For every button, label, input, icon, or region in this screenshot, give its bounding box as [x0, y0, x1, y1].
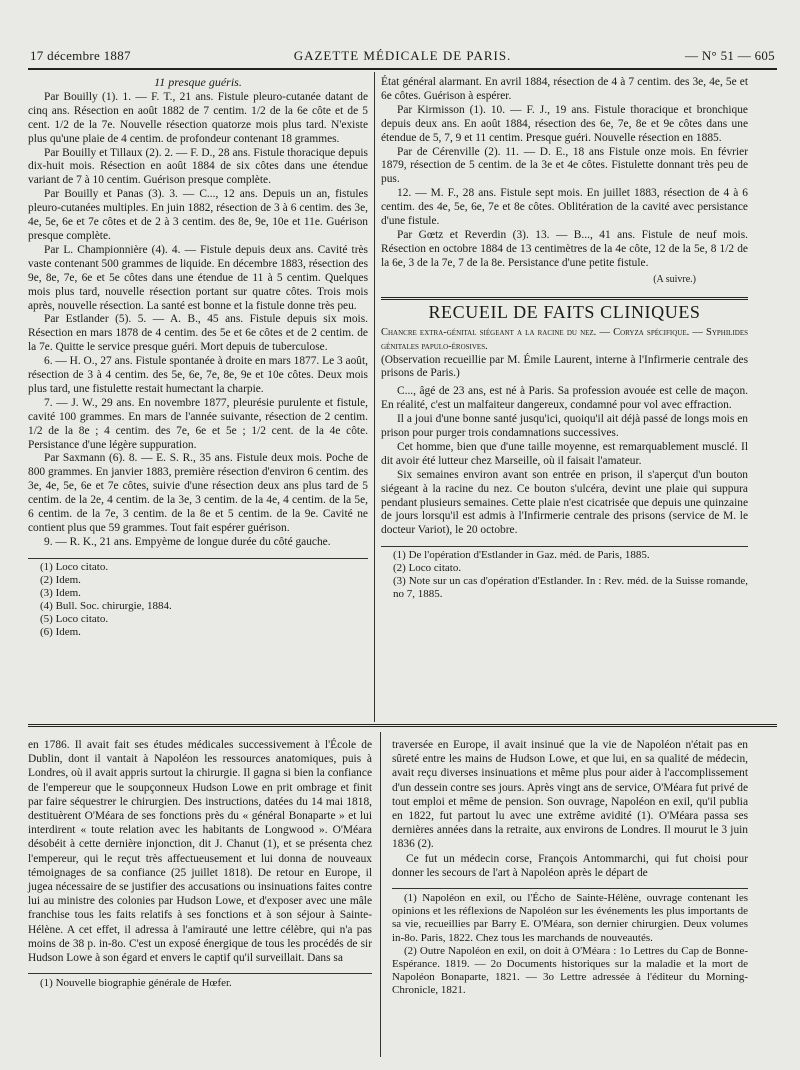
feuilleton-paragraph: en 1786. Il avait fait ses études médicales successivement à l'École de Dublin, dont il vantait à Napoléon les ressources anatomiques, puis à Londres, où il avait appris surtout la chirurgie. Il gagna si bien la confiance de l'empereur que le soupçonneux Hudson Lowe en prit ombrage et finit par faire séquestrer le chirurgien. Des instructions, datées du 14 mai 1818, destituèrent O'Méara de ses fonctions près du « général Bonaparte » et lui interdirent « toute relation avec les habitants de Longwood ». O'Méara désobéit à cette dernière injonction, dit J. Chanut (1), et se présenta chez l'empereur, qui le reçut très affectueusement et lui donna de nouveaux témoignages de sa confiance (25 juillet 1818). De retour en Europe, il jugea nécessaire de se justifier des accusations ou insinuations faites contre lui au ministre des colonies par Hudson Lowe, et d'exposer avec une mâle franchise tous les faits relatifs à ses fonctions et à son séjour à Sainte-Hélène. A cet effet, il adressa à l'amirauté une lettre célèbre, qui n'a pas moins de 38 p. in-8o. C'est un exposé énergique de tous les procédés de sir Hudson Lowe à son égard et envers le captif qu'il surveillait. Dans sa: [28, 739, 372, 965]
footnote: (3) Note sur un cas d'opération d'Estlander. In : Rev. méd. de la Suisse romande, no 7, 1885.: [393, 575, 748, 601]
feuilleton-rule: [28, 724, 777, 727]
footnote: (6) Idem.: [40, 625, 81, 638]
footnote: (1) Napoléon en exil, ou l'Écho de Sainte-Hélène, ouvrage contenant les opinions et les réflexions de Napoléon sur les événements les plus importants de sa vie, recueillies par Barry E. O'Méara, son dernier chirurgien. Deux volumes in-8o. Paris, 1822. Chez tous les marchands de nouveautés.: [392, 892, 748, 944]
right-footnotes: [381, 546, 748, 601]
footnote: (2) Loco citato.: [393, 562, 462, 575]
left-column: [28, 76, 368, 639]
right-column: [381, 76, 748, 601]
feuilleton-paragraph: Ce fut un médecin corse, François Antommarchi, qui fut choisi pour donner les secours de l'art à Napoléon après le départ de: [392, 852, 748, 879]
article-paragraph: Cet homme, bien que d'une taille moyenne, est remarquablement musclé. Il dit avoir été lutteur chez Marseille, où il faisait l'amateur.: [381, 440, 748, 467]
header-rule: [28, 68, 777, 70]
footnote: (1) De l'opération d'Estlander in Gaz. méd. de Paris, 1885.: [393, 549, 650, 562]
case-paragraph: Par Kirmisson (1). 10. — F. J., 19 ans. Fistule thoracique et bronchique depuis deux ans. En août 1884, résection des 6e, 7e, 8e et 9e côtes dans une étendue de 5, 7, 9 et 11 centim. Presque guéri. Nouvelle résection en 1885.: [381, 103, 748, 144]
feuilleton-left-column: [28, 738, 372, 990]
feuilleton-divider: [380, 732, 381, 1057]
article-paragraph: C..., âgé de 23 ans, est né à Paris. Sa profession avouée est celle de maçon. En réalité, c'est un malfaiteur dangereux, condamné pour vol avec effraction.: [381, 385, 748, 412]
column-divider: [374, 72, 375, 722]
footnote: (2) Outre Napoléon en exil, on doit à O'Méara : 1o Lettres du Cap de Bonne-Espérance. 1819. — 2o Documents historiques sur la maladie et la mort de Napoléon Bonaparte, 1821. — 3o Lettre adressée à l'éditeur du Morning-Chronicle, 1821.: [392, 944, 748, 997]
header-date: 17 décembre 1887: [30, 48, 131, 63]
case-paragraph: Par Bouilly et Tillaux (2). 2. — F. D., 28 ans. Fistule thoracique depuis dix-huit mois. Résection en août 1884 de six côtes dans une étendue variant de 7 à 10 centim. Guérison presque complète.: [28, 146, 368, 187]
footnote: (3) Idem.: [40, 586, 81, 599]
footnote: (1) Loco citato.: [40, 560, 109, 573]
case-paragraph: Par Bouilly (1). 1. — F. T., 21 ans. Fistule pleuro-cutanée datant de cinq ans. Résection en août 1882 de 7 centim. 1/2 de la 6e côte et de 5 cent. 1/2 de la 7e. Nouvelle résection quatorze mois plus tard. N'existe plus qu'une plaie de 4 centim. de profondeur contenant 18 grammes.: [28, 90, 368, 145]
article-paragraph: Six semaines environ avant son entrée en prison, il s'aperçut d'un bouton siégeant à la racine du nez. Ce bouton s'ulcéra, devint une plaie qui suppura pendant plusieurs semaines. Cette plaie n'est cicatrisée que depuis une quinzaine de jours lorsqu'il est admis à l'Infirmerie centrale des prisons (service de M. le docteur Variot), le 20 octobre.: [381, 468, 748, 537]
case-paragraph: 12. — M. F., 28 ans. Fistule sept mois. En juillet 1883, résection de 4 à 6 centim. des 4e, 5e, 6e, 7e et 8e côtes. Oblitération de la cavité avec persistance d'une fistule.: [381, 187, 748, 228]
header-page-number: — N° 51 — 605: [685, 48, 775, 63]
case-paragraph: État général alarmant. En avril 1884, résection de 4 à 7 centim. des 3e, 4e, 5e et 6e côtes. Guérison à espérer.: [381, 76, 748, 102]
section-rule: [381, 297, 748, 300]
header-title: GAZETTE MÉDICALE DE PARIS.: [293, 48, 512, 63]
left-subheading: 11 presque guéris.: [154, 75, 242, 89]
case-paragraph: Par de Cérenville (2). 11. — D. E., 18 ans Fistule onze mois. En février 1879, résection de 5 centim. de la 3e et 4e côtes. Fistulette donnant très peu de pus.: [381, 145, 748, 186]
footnote: (1) Nouvelle biographie générale de Hœfer.: [40, 977, 232, 990]
case-paragraph: Par Saxmann (6). 8. — E. S. R., 35 ans. Fistule deux mois. Poche de 800 grammes. En janvier 1883, première résection d'environ 6 centim. des 3e, 4e, 5e, 6e et 7e côtes, suivie d'une résection deux ans plus tard de 5 centim. de la 2e, 4 centim. de la 3e, 3 centim. de la 4e, 4 centim. de la 5e, 6 centim. de la 7e, 3 centim. de la 8e et 5 centim. de la 9e. Cavité ne contient plus que 59 grammes. Tout fait espérer guérison.: [28, 452, 368, 534]
case-paragraph: Par Estlander (5). 5. — A. B., 45 ans. Fistule depuis six mois. Résection en mars 1878 de 4 centim. des 5e et 6e côtes et de 2 centim. de la 7e. Quitte le service presque guéri. Mort depuis de tuberculose.: [28, 313, 368, 354]
case-paragraph: Par L. Championnière (4). 4. — Fistule depuis deux ans. Cavité très vaste contenant 500 grammes de liquide. En décembre 1883, résection des 9e, 8e, 7e, 6e et 5e côtes dans une étendue de 11 à 5 centim. Quelques mois plus tard, nouvelle résection portant sur quatre côtes. Trois mois après, nouvelle résection. La santé est bonne et la fistule donne très peu.: [28, 243, 368, 312]
footnote: (5) Loco citato.: [40, 612, 109, 625]
case-paragraph: 6. — H. O., 27 ans. Fistule spontanée à droite en mars 1877. Le 3 août, résection de 3 à 4 centim. des 5e, 6e, 7e, 8e, 9e et 10e côtes. Deux mois plus tard, une fistulette restait humectant la charpie.: [28, 355, 368, 395]
case-paragraph: 7. — J. W., 29 ans. En novembre 1877, pleurésie purulente et fistule, cavité 100 grammes. En mars de l'année suivante, résection de 2 centim. 1/2 de la 8e ; 4 centim. des 7e, 6e et 5e ; 1/2 cent. de la 4e côte. Persistance d'une légère suppuration.: [28, 396, 368, 451]
case-paragraph: 9. — R. K., 21 ans. Empyème de longue durée du côté gauche.: [44, 535, 331, 548]
feuilleton-left-footnotes: [28, 973, 372, 990]
case-paragraph: Par Gœtz et Reverdin (3). 13. — B..., 41 ans. Fistule de neuf mois. Résection en octobre 1884 de 13 centimètres de la 4e côte, 12 de la 5e, 8 1/2 de la 6e, 3 de la 7e, 7 de la 8e. Persistance d'une petite fistule.: [381, 228, 748, 269]
left-footnotes: [28, 558, 368, 639]
feuilleton-right-column: [392, 738, 748, 998]
feuilleton-paragraph: traversée en Europe, il avait insinué que la vie de Napoléon n'était pas en sûreté entre les mains de Hudson Lowe, et que lui, en sa qualité de médecin, avait reçu diverses insinuations et même plus pour aider à l'accomplissement d'un dessein contre ses jours. Après vingt ans de service, O'Méara fut privé de tout emploi et même de pension. Son ouvrage, Napoléon en exil, qu'il publia en 1822, fut partout lu avec une extrême avidité (1). O'Méara passa ses dernières années dans la retraite, aux environs de Londres. Il mourut le 3 juin 1836 (2).: [392, 739, 748, 851]
article-paragraph: Il a joui d'une bonne santé jusqu'ici, quoiqu'il ait déjà passé de longs mois en prison pour purger trois condamnations successives.: [381, 413, 748, 440]
case-paragraph: Par Bouilly et Panas (3). 3. — C..., 12 ans. Depuis un an, fistules pleuro-cutanées multiples. En juin 1882, résection de 3 à 6 centim. des 3e, 4e, 5e, 6e et 7e côtes et de 2 à 3 centim. des 8e, 9e, 10e et 11e. Guérison presque complète.: [28, 188, 368, 242]
section-heading: RECUEIL DE FAITS CLINIQUES: [428, 301, 701, 322]
feuilleton-right-footnotes: [392, 888, 748, 998]
to-be-continued: (A suivre.): [653, 273, 696, 285]
footnote: (2) Idem.: [40, 573, 81, 586]
observation-credit: (Observation recueillie par M. Émile Laurent, interne à l'Infirmerie centrale des prisons de Paris.): [381, 353, 748, 380]
article-subtitle: Chancre extra-génital siégeant a la racine du nez. — Coryza spécifique. — Syphilides génitales papulo-érosives.: [381, 326, 748, 352]
footnote: (4) Bull. Soc. chirurgie, 1884.: [40, 599, 172, 612]
